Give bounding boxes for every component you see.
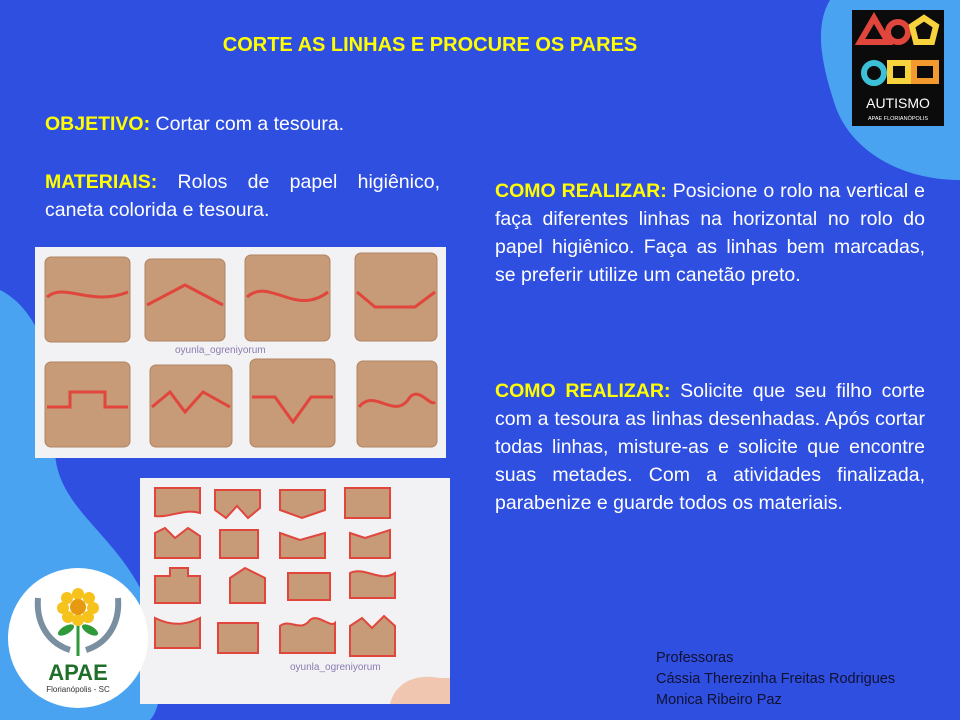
autismo-logo <box>852 10 944 126</box>
photo1-watermark: oyunla_ogreniyorum <box>175 345 266 356</box>
como-realizar-block-1 <box>495 177 925 289</box>
apae-logo-symbol <box>8 568 148 708</box>
photo2-watermark: oyunla_ogreniyorum <box>290 662 381 673</box>
materiais-label: MATERIAIS: <box>45 171 158 193</box>
autismo-logo-text: AUTISMO <box>866 95 930 111</box>
credits-name-1: Cássia Therezinha Freitas Rodrigues <box>656 671 896 687</box>
objetivo-text: Cortar com a tesoura. <box>150 113 345 135</box>
autismo-logo-subtext: APAE FLORIANÓPOLIS <box>867 116 929 122</box>
credits-heading: Professoras <box>656 650 734 666</box>
apae-logo-subtext: Florianópolis - SC <box>46 685 110 694</box>
marked-rolls-illustration <box>35 247 446 458</box>
como-realizar-label-2: COMO REALIZAR: <box>495 380 671 402</box>
como-realizar-block-2 <box>495 377 925 517</box>
materiais-block <box>45 168 440 224</box>
objetivo-label: OBJETIVO: <box>45 113 151 135</box>
page-title: CORTE AS LINHAS E PROCURE OS PARES <box>222 34 638 56</box>
como-realizar-text-1: Posicione o rolo na vertical e faça diferentes linhas na horizontal no rolo do papel higiênico. Faça as linhas bem marcadas, se preferir utilize um canetão preto. <box>495 180 926 286</box>
autismo-logo-symbols <box>852 10 944 126</box>
objetivo-block <box>45 110 445 138</box>
photo-marked-rolls <box>35 247 446 458</box>
como-realizar-label-1: COMO REALIZAR: <box>495 180 667 202</box>
credits-name-2: Monica Ribeiro Paz <box>656 692 782 708</box>
como-realizar-text-2: Solicite que seu filho corte com a tesoura as linhas desenhadas. Após cortar todas linhas, misture-as e solicite que encontre suas metades. Com a atividades finalizada, parabenize e guarde todos os materiais. <box>495 380 925 514</box>
credits <box>656 648 895 711</box>
apae-logo-text: APAE <box>48 660 108 685</box>
materiais-text: Rolos de papel higiênico, caneta colorida e tesoura. <box>45 171 440 221</box>
photo-cut-pieces <box>140 478 450 704</box>
cut-pieces-illustration <box>140 478 450 704</box>
apae-logo <box>8 568 148 708</box>
